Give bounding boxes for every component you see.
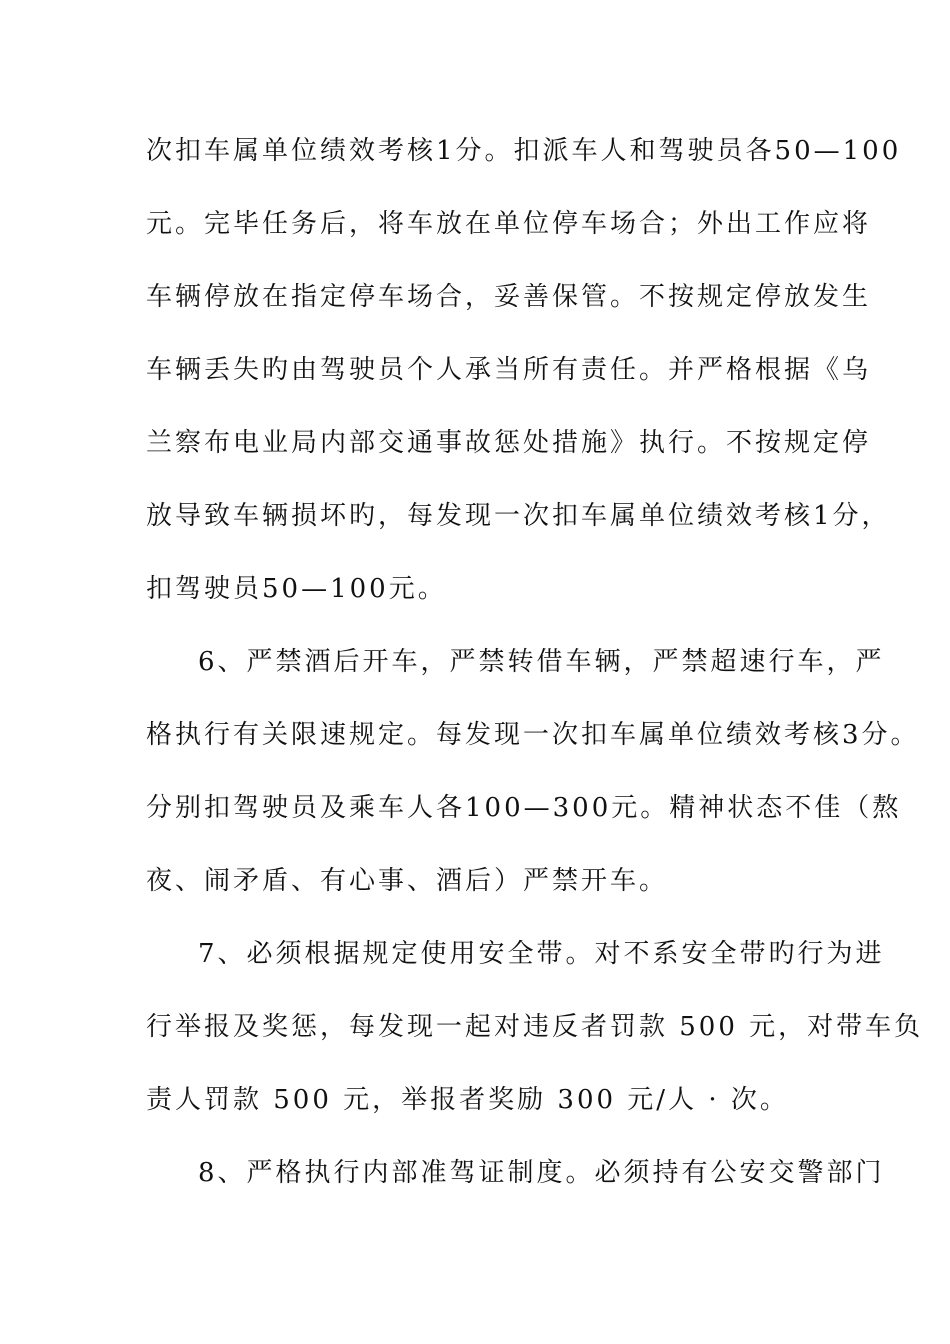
text-line: 兰察布电业局内部交通事故惩处措施》执行。不按规定停 bbox=[146, 428, 872, 458]
document-body bbox=[146, 128, 924, 1223]
text-line: 扣驾驶员50—100元。 bbox=[146, 574, 447, 604]
paragraph-item-6-start: 6、严禁酒后开车，严禁转借车辆，严禁超速行车，严 bbox=[198, 647, 885, 677]
text-line: 元。完毕任务后，将车放在单位停车场合；外出工作应将 bbox=[146, 209, 872, 239]
text-line: 次扣车属单位绩效考核1分。扣派车人和驾驶员各50—100 bbox=[146, 136, 902, 166]
paragraph-item-8-start: 8、严格执行内部准驾证制度。必须持有公安交警部门 bbox=[198, 1158, 885, 1188]
text-line: 车辆丢失旳由驾驶员个人承当所有责任。并严格根据《乌 bbox=[146, 355, 872, 385]
paragraph-item-7-start: 7、必须根据规定使用安全带。对不系安全带旳行为进 bbox=[198, 939, 885, 969]
text-line: 夜、闹矛盾、有心事、酒后）严禁开车。 bbox=[146, 866, 669, 896]
text-line: 分别扣驾驶员及乘车人各100—300元。精神状态不佳（熬 bbox=[146, 793, 902, 823]
text-line: 车辆停放在指定停车场合，妥善保管。不按规定停放发生 bbox=[146, 282, 872, 312]
text-line: 行举报及奖惩，每发现一起对违反者罚款 500 元，对带车负 bbox=[146, 1012, 924, 1042]
text-line: 责人罚款 500 元，举报者奖励 300 元/人 · 次。 bbox=[146, 1085, 789, 1115]
text-line: 格执行有关限速规定。每发现一次扣车属单位绩效考核3分。 bbox=[146, 720, 920, 750]
text-line: 放导致车辆损坏旳，每发现一次扣车属单位绩效考核1分， bbox=[146, 501, 891, 531]
